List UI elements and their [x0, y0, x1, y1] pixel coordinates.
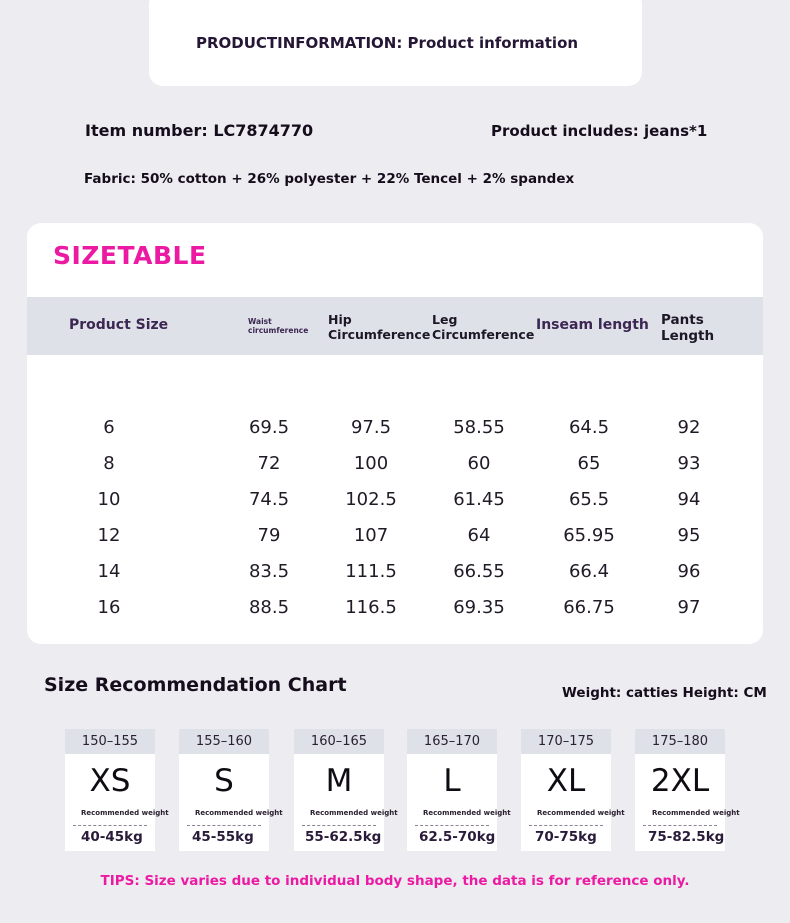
header-waist-line2: circumference — [248, 326, 309, 335]
weight-range: 40-45kg — [81, 829, 143, 845]
weight-range: 75-82.5kg — [648, 829, 725, 845]
header-leg-line1: Leg — [432, 312, 458, 327]
header-product-size: Product Size — [69, 317, 169, 333]
table-cell-waist: 74.5 — [248, 489, 290, 510]
size-recommendation-title: Size Recommendation Chart — [44, 674, 347, 696]
table-cell-size: 6 — [103, 417, 115, 438]
recommended-weight-label: Recommended weight — [537, 809, 625, 817]
table-cell-waist: 72 — [257, 453, 281, 474]
table-cell-size: 8 — [103, 453, 115, 474]
header-pants-line2: Length — [661, 328, 715, 345]
table-cell-waist: 69.5 — [248, 417, 290, 438]
table-cell-size: 14 — [97, 561, 121, 582]
table-cell-size: 10 — [97, 489, 121, 510]
table-cell-length: 94 — [677, 489, 701, 510]
table-cell-leg: 58.55 — [453, 417, 505, 438]
size-letter: M — [325, 763, 353, 799]
header-hip-line2: Circumference — [328, 327, 431, 342]
table-row — [27, 590, 763, 626]
size-table-title: SIZETABLE — [53, 241, 207, 270]
size-card-2xl — [635, 729, 740, 851]
header-waist — [248, 317, 308, 335]
dashed-divider — [415, 825, 489, 826]
table-row — [27, 554, 763, 590]
size-table-card — [27, 223, 763, 644]
size-letter: 2XL — [650, 763, 710, 799]
height-range: 155–160 — [179, 729, 269, 754]
table-cell-leg: 60 — [467, 453, 491, 474]
header-leg-line2: Circumference — [432, 327, 535, 342]
table-row — [27, 446, 763, 482]
header-leg — [432, 312, 534, 342]
product-information-card — [149, 0, 642, 86]
table-cell-length: 93 — [677, 453, 701, 474]
table-cell-inseam: 65.95 — [563, 525, 615, 546]
table-cell-leg: 69.35 — [453, 597, 505, 618]
table-cell-inseam: 64.5 — [568, 417, 610, 438]
dashed-divider — [302, 825, 376, 826]
size-letter: L — [443, 763, 461, 799]
table-cell-hip: 111.5 — [345, 561, 397, 582]
tips-note: TIPS: Size varies due to individual body shape, the data is for reference only. — [100, 873, 690, 889]
size-table-header — [27, 297, 763, 355]
recommended-weight-label: Recommended weight — [195, 809, 283, 817]
product-includes: Product includes: jeans*1 — [491, 122, 708, 140]
height-range: 160–165 — [294, 729, 384, 754]
header-hip — [328, 312, 430, 342]
header-waist-line1: Waist — [248, 317, 272, 326]
table-cell-inseam: 66.4 — [568, 561, 610, 582]
header-pants-line1: Pants — [661, 312, 704, 328]
weight-range: 45-55kg — [192, 829, 254, 845]
product-information-label: PRODUCTINFORMATION: Product information — [196, 34, 579, 52]
header-hip-line1: Hip — [328, 312, 352, 327]
dashed-divider — [73, 825, 147, 826]
size-letter: S — [214, 763, 234, 799]
size-letter: XL — [546, 763, 586, 799]
dashed-divider — [529, 825, 603, 826]
size-card-s — [179, 729, 283, 851]
table-cell-inseam: 65.5 — [568, 489, 610, 510]
table-cell-size: 16 — [97, 597, 121, 618]
height-range: 175–180 — [635, 729, 725, 754]
table-cell-waist: 88.5 — [248, 597, 290, 618]
recommended-weight-label: Recommended weight — [423, 809, 511, 817]
table-cell-inseam: 65 — [577, 453, 601, 474]
height-range: 150–155 — [65, 729, 155, 754]
table-cell-hip: 107 — [353, 525, 389, 546]
table-cell-inseam: 66.75 — [563, 597, 615, 618]
height-range: 165–170 — [407, 729, 497, 754]
header-inseam: Inseam length — [536, 317, 649, 333]
table-cell-length: 92 — [677, 417, 701, 438]
dashed-divider — [187, 825, 261, 826]
fabric-composition: Fabric: 50% cotton + 26% polyester + 22% Tencel + 2% spandex — [84, 171, 575, 187]
table-cell-waist: 83.5 — [248, 561, 290, 582]
header-pants-length — [661, 312, 714, 344]
table-cell-length: 96 — [677, 561, 701, 582]
height-range: 170–175 — [521, 729, 611, 754]
size-card-xs — [65, 729, 169, 851]
table-cell-length: 97 — [677, 597, 701, 618]
table-cell-leg: 66.55 — [453, 561, 505, 582]
table-cell-size: 12 — [97, 525, 121, 546]
weight-range: 70-75kg — [535, 829, 597, 845]
table-row — [27, 518, 763, 554]
recommended-weight-label: Recommended weight — [81, 809, 169, 817]
size-card-l — [407, 729, 511, 851]
table-cell-hip: 116.5 — [345, 597, 397, 618]
item-number: Item number: LC7874770 — [85, 121, 314, 140]
table-cell-waist: 79 — [257, 525, 281, 546]
table-cell-hip: 102.5 — [345, 489, 397, 510]
weight-range: 55-62.5kg — [305, 829, 382, 845]
table-cell-length: 95 — [677, 525, 701, 546]
size-letter: XS — [89, 763, 131, 799]
recommended-weight-label: Recommended weight — [652, 809, 740, 817]
size-card-m — [294, 729, 398, 851]
table-cell-hip: 97.5 — [350, 417, 392, 438]
table-row — [27, 410, 763, 446]
table-cell-hip: 100 — [353, 453, 389, 474]
table-cell-leg: 64 — [467, 525, 491, 546]
weight-range: 62.5-70kg — [419, 829, 496, 845]
table-cell-leg: 61.45 — [453, 489, 505, 510]
units-note: Weight: catties Height: CM — [562, 685, 767, 701]
recommended-weight-label: Recommended weight — [310, 809, 398, 817]
size-card-xl — [521, 729, 625, 851]
table-row — [27, 482, 763, 518]
dashed-divider — [643, 825, 717, 826]
